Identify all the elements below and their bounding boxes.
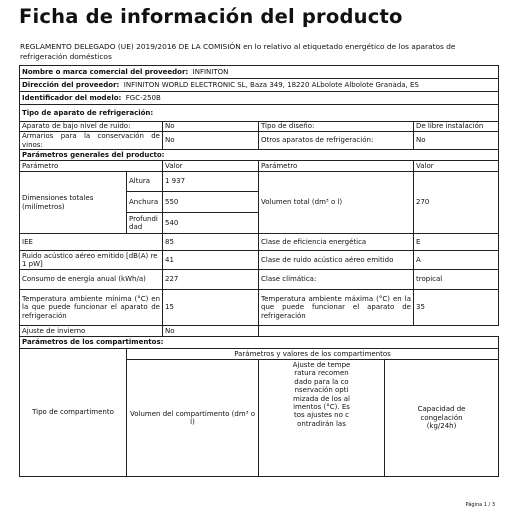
design-value: De libre instalación xyxy=(414,122,499,132)
height-value: 1 937 xyxy=(163,172,259,192)
regulation-text: REGLAMENTO DELEGADO (UE) 2019/2016 DE LA COMISIÓN en lo relativo al etiquetado energético de los aparatos de refrigeración domésticos xyxy=(20,42,456,61)
col-value-right: Valor xyxy=(414,161,499,172)
col-param-right: Parámetro xyxy=(259,161,414,172)
total-volume-label: Volumen total (dm³ o l) xyxy=(259,172,414,234)
winter-row xyxy=(20,326,499,337)
iee-label: IEE xyxy=(20,234,163,251)
compartment-volume-label: Volumen del compartimento (dm³ o l) xyxy=(127,360,259,477)
page-title: Ficha de información del producto xyxy=(19,5,403,28)
supplier-name-row xyxy=(20,66,499,79)
iee-value: 85 xyxy=(163,234,259,251)
page-number: Página 1 / 3 xyxy=(465,502,495,508)
general-section-header xyxy=(20,150,499,161)
freezing-capacity-label xyxy=(385,360,499,477)
energy-row xyxy=(20,270,499,290)
noise-class-label: Clase de ruido acústico aéreo emitido xyxy=(259,251,414,270)
recommended-temperature-label xyxy=(259,360,385,477)
supplier-name-value: INFINITON xyxy=(192,67,229,76)
model-value: FGC-250B xyxy=(125,93,161,102)
type-section-header xyxy=(20,105,499,122)
climate-value: tropical xyxy=(414,270,499,290)
efficiency-class-label: Clase de eficiencia energética xyxy=(259,234,414,251)
compartment-type-label: Tipo de compartimento xyxy=(20,349,127,477)
noise-row xyxy=(20,251,499,270)
low-noise-label: Aparato de bajo nivel de ruido: xyxy=(20,122,163,132)
min-ambient-temp-value: 15 xyxy=(163,290,259,326)
width-value: 550 xyxy=(163,192,259,213)
type-section-title: Tipo de aparato de refrigeración: xyxy=(20,105,499,122)
col-param-left: Parámetro xyxy=(20,161,163,172)
wine-row xyxy=(20,132,499,150)
product-info-table xyxy=(19,65,499,477)
iee-row xyxy=(20,234,499,251)
total-volume-value: 270 xyxy=(414,172,499,234)
height-label: Altura xyxy=(127,172,163,192)
wine-label: Armarios para la conservación de vinos: xyxy=(20,132,163,150)
depth-label: Profundidad xyxy=(127,213,163,234)
winter-label: Ajuste de invierno xyxy=(20,326,163,337)
max-ambient-temp-value: 35 xyxy=(414,290,499,326)
recommended-temperature-text: Ajuste de temperatura recomendado para la conservación optimizada de los alimentos (°C). Estos ajustes no contradirán las xyxy=(292,361,351,428)
model-row xyxy=(20,92,499,105)
design-label: Tipo de diseño: xyxy=(259,122,414,132)
dimensions-label: Dimensiones totales (milímetros) xyxy=(20,172,127,234)
compartments-section-header xyxy=(20,337,499,349)
wine-value: No xyxy=(163,132,259,150)
depth-value: 540 xyxy=(163,213,259,234)
compartments-group-header: Parámetros y valores de los compartimentos xyxy=(127,349,499,360)
other-appliance-value: No xyxy=(414,132,499,150)
general-section-title: Parámetros generales del producto: xyxy=(20,150,499,161)
other-appliance-label: Otros aparatos de refrigeración: xyxy=(259,132,414,150)
compartments-section-title: Parámetros de los compartimentos: xyxy=(20,337,499,349)
freezing-capacity-text: Capacidad de congelación (kg/24h) xyxy=(417,405,466,431)
supplier-address-value: INFINITON WORLD ELECTRONIC SL, Baza 349, 18220 ALbolote Albolote Granada, ES xyxy=(123,80,419,89)
ambient-temperature-row xyxy=(20,290,499,326)
model-label: Identificador del modelo: xyxy=(22,93,122,102)
max-ambient-temp-label: Temperatura ambiente máxima (°C) en la que puede funcionar el aparato de refrigeración xyxy=(259,290,414,326)
noise-value: 41 xyxy=(163,251,259,270)
energy-value: 227 xyxy=(163,270,259,290)
min-ambient-temp-label: Temperatura ambiente mínima (°C) en la que puede funcionar el aparato de refrigeración xyxy=(20,290,163,326)
low-noise-row xyxy=(20,122,499,132)
energy-label: Consumo de energía anual (kWh/a) xyxy=(20,270,163,290)
noise-class-value: A xyxy=(414,251,499,270)
efficiency-class-value: E xyxy=(414,234,499,251)
climate-label: Clase climática: xyxy=(259,270,414,290)
general-column-headers xyxy=(20,161,499,172)
supplier-address-label: Dirección del proveedor: xyxy=(22,80,120,89)
low-noise-value: No xyxy=(163,122,259,132)
width-label: Anchura xyxy=(127,192,163,213)
col-value-left: Valor xyxy=(163,161,259,172)
height-row xyxy=(20,172,499,192)
compartments-group-row xyxy=(20,349,499,360)
supplier-address-row xyxy=(20,79,499,92)
winter-value: No xyxy=(163,326,259,337)
supplier-name-label: Nombre o marca comercial del proveedor: xyxy=(22,67,189,76)
noise-label: Ruido acústico aéreo emitido [dB(A) re 1 pW] xyxy=(20,251,163,270)
